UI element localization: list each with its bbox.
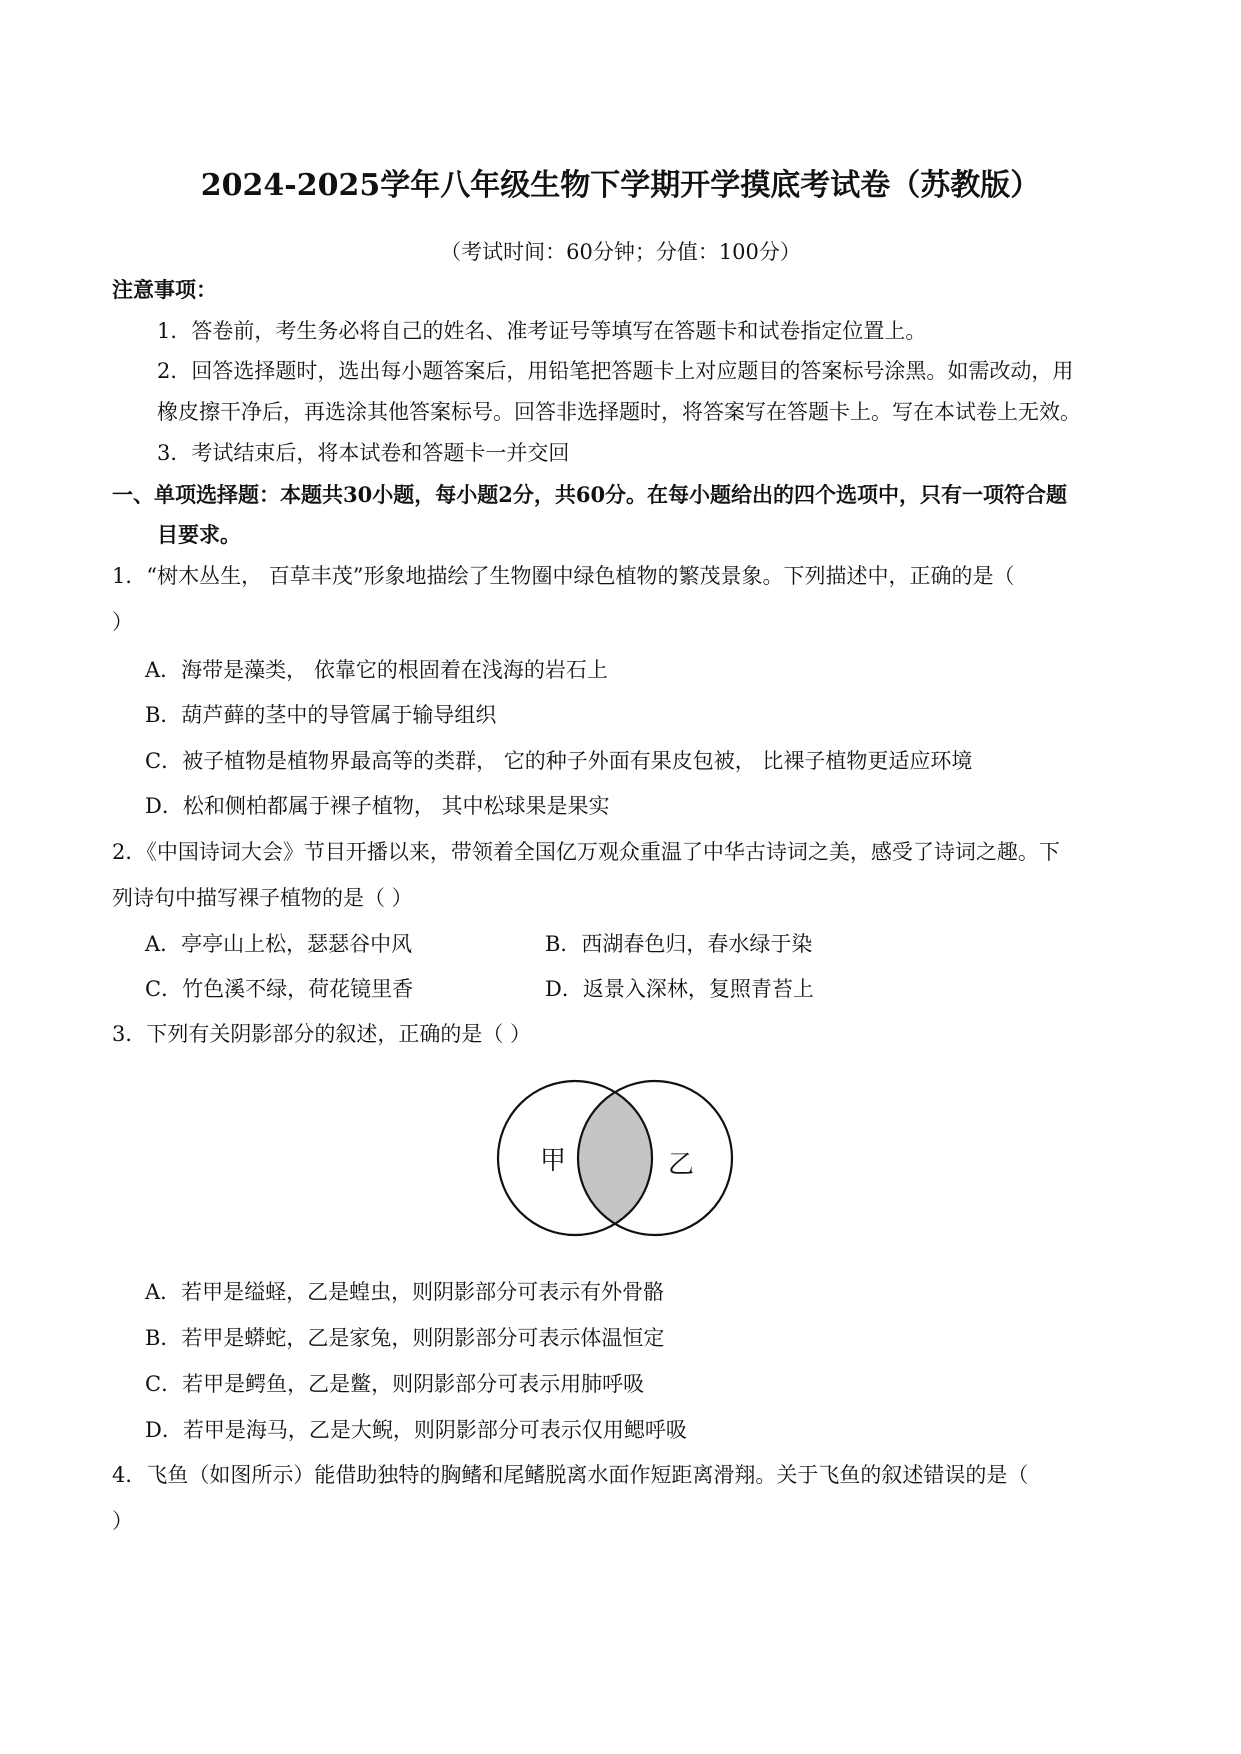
question-3-option-b: B．若甲是蟒蛇，乙是家兔，则阴影部分可表示体温恒定	[145, 1326, 665, 1350]
notice-item: 1．答卷前，考生务必将自己的姓名、准考证号等填写在答题卡和试卷指定位置上。	[157, 319, 927, 343]
question-1-option-b: B．葫芦藓的茎中的导管属于输导组织	[145, 703, 497, 727]
notice-item: 2．回答选择题时，选出每小题答案后，用铅笔把答题卡上对应题目的答案标号涂黑。如需改动，用	[157, 359, 1074, 383]
question-2-option-b: B．西湖春色归，春水绿于染	[545, 932, 813, 956]
notice-heading: 注意事项：	[112, 277, 217, 302]
question-2-stem: 2．《中国诗词大会》节目开播以来，带领着全国亿万观众重温了中华古诗词之美，感受了诗词之趣。下	[112, 840, 1060, 864]
question-3-option-a: A．若甲是缢蛏，乙是蝗虫，则阴影部分可表示有外骨骼	[145, 1280, 665, 1304]
question-1-option-c: C．被子植物是植物界最高等的类群， 它的种子外面有果皮包被， 比裸子植物更适应环境	[145, 749, 973, 773]
question-1-option-d: D．松和侧柏都属于裸子植物， 其中松球果是果实	[145, 794, 610, 818]
question-1-option-a: A．海带是藻类， 依靠它的根固着在浅海的岩石上	[145, 658, 608, 682]
question-2-option-c: C．竹色溪不绿，荷花镜里香	[145, 977, 414, 1001]
question-4-stem: 4．飞鱼（如图所示）能借助独特的胸鳍和尾鳍脱离水面作短距离滑翔。关于飞鱼的叙述错误的是（	[112, 1463, 1029, 1487]
section-heading: 一、单项选择题：本题共30小题，每小题2分，共60分。在每小题给出的四个选项中，只有一项符合题	[112, 482, 1068, 507]
question-3-stem: 3．下列有关阴影部分的叙述，正确的是（ ）	[112, 1022, 532, 1046]
question-3-option-c: C．若甲是鳄鱼，乙是鳖，则阴影部分可表示用肺呼吸	[145, 1372, 645, 1396]
question-1-stem-cont: ）	[112, 610, 133, 634]
exam-info: （考试时间：60分钟；分值：100分）	[440, 240, 801, 264]
question-4-stem-cont: ）	[112, 1509, 133, 1533]
venn-diagram	[490, 1078, 740, 1238]
venn-label-left: 甲	[540, 1146, 567, 1176]
question-2-stem-cont: 列诗句中描写裸子植物的是（ ）	[112, 886, 413, 910]
section-heading-cont: 目要求。	[157, 522, 241, 547]
question-2-option-d: D．返景入深林，复照青苔上	[545, 977, 814, 1001]
page-title: 2024-2025学年八年级生物下学期开学摸底考试卷（苏教版）	[200, 168, 1041, 203]
question-3-option-d: D．若甲是海马，乙是大鲵，则阴影部分可表示仅用鳃呼吸	[145, 1418, 687, 1442]
notice-item: 橡皮擦干净后，再选涂其他答案标号。回答非选择题时，将答案写在答题卡上。写在本试卷上无效。	[157, 400, 1081, 424]
question-1-stem: 1．“树木丛生， 百草丰茂”形象地描绘了生物圈中绿色植物的繁茂景象。下列描述中，正确的是（	[112, 564, 1015, 588]
notice-item: 3．考试结束后，将本试卷和答题卡一并交回	[157, 441, 570, 465]
question-2-option-a: A．亭亭山上松，瑟瑟谷中风	[145, 932, 413, 956]
venn-label-right: 乙	[668, 1150, 695, 1180]
